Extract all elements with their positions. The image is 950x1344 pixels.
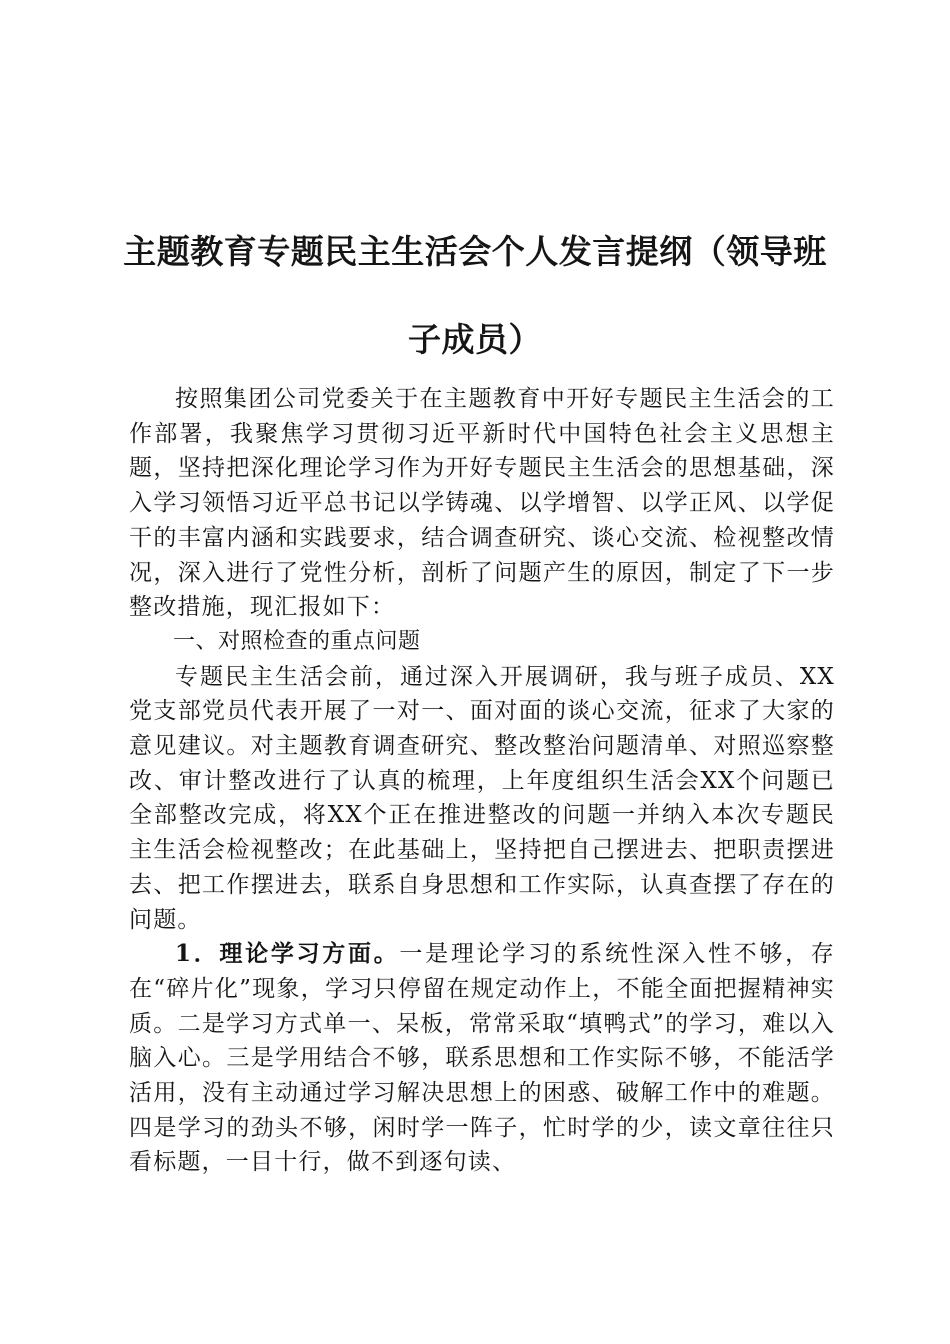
document-body xyxy=(129,382,835,1180)
intro-paragraph: 按照集团公司党委关于在主题教育中开好专题民主生活会的工作部署，我聚焦学习贯彻习近平新时代中国特色社会主义思想主题，坚持把深化理论学习作为开好专题民主生活会的思想基础，深入学习领悟习近平总书记以学铸魂、以学增智、以学正风、以学促干的丰富内涵和实践要求，结合调查研究、谈心交流、检视整改情况，深入进行了党性分析，剖析了问题产生的原因，制定了下一步整改措施，现汇报如下： xyxy=(129,386,835,621)
item-paragraph xyxy=(129,937,835,1180)
section-paragraph: 专题民主生活会前，通过深入开展调研，我与班子成员、XX党支部党员代表开展了一对一、面对面的谈心交流，征求了大家的意见建议。对主题教育调查研究、整改整治问题清单、对照巡察整改、审计整改进行了认真的梳理，上年度组织生活会XX个问题已全部整改完成，将XX个正在推进整改的问题一并纳入本次专题民主生活会检视整改；在此基础上，坚持把自己摆进去、把职责摆进去、把工作摆进去，联系自身思想和工作实际，认真查摆了存在的问题。 xyxy=(129,663,835,933)
document-title: 主题教育专题民主生活会个人发言提纲（领导班子成员） xyxy=(123,232,827,360)
item-lead: 1．理论学习方面。 xyxy=(175,940,400,968)
item-text: 一是理论学习的系统性深入性不够，存在“碎片化”现象，学习只停留在规定动作上，不能全面把握精神实质。二是学习方式单一、呆板，常常采取“填鸭式”的学习，难以入脑入心。三是学用结合不够，联系思想和工作实际不够，不能活学活用，没有主动通过学习解决思想上的困惑、破解工作中的难题。四是学习的劲头不够，闲时学一阵子，忙时学的少，读文章往往只看标题，一目十行，做不到逐句读、 xyxy=(129,941,835,1176)
section-heading: 一、对照检查的重点问题 xyxy=(173,628,421,654)
